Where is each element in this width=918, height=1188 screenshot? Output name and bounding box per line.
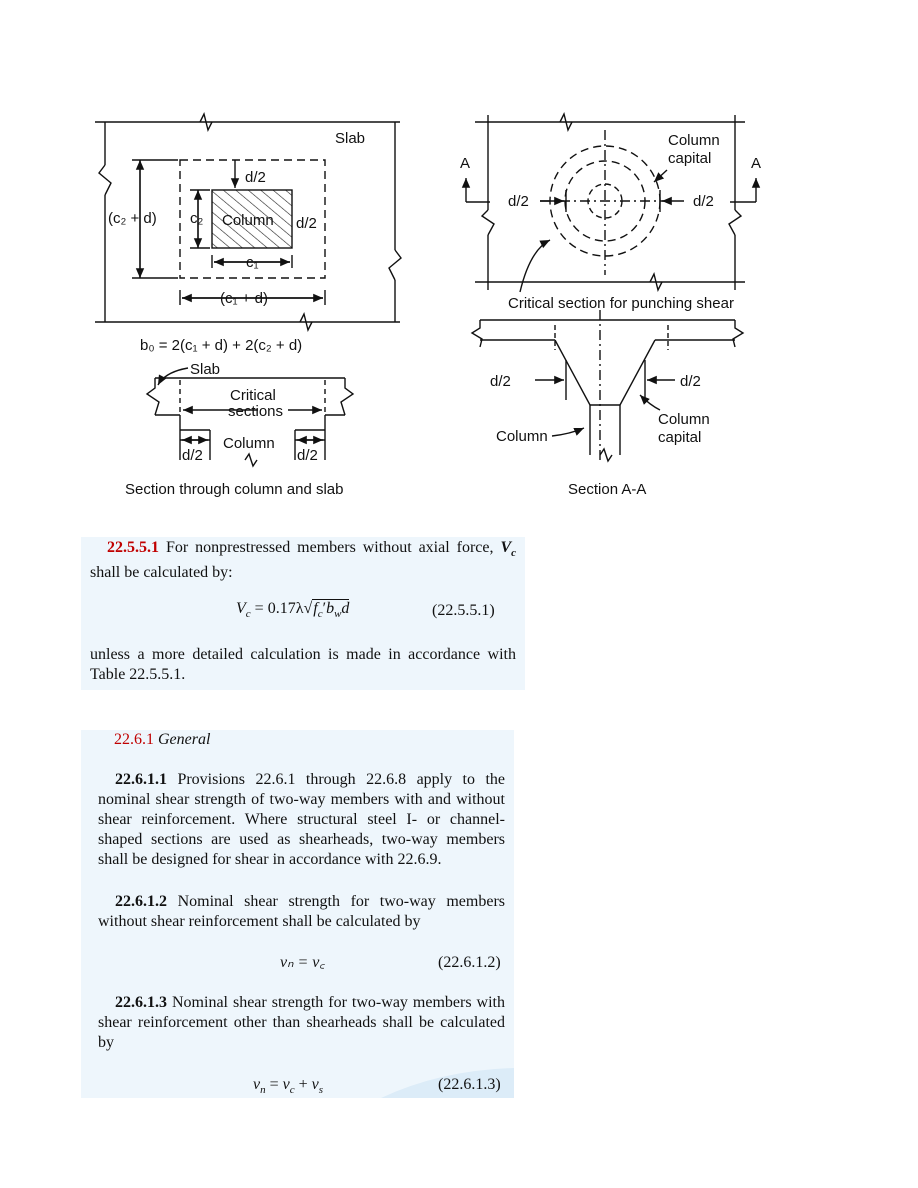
b0-formula: b₀ = 2(c₁ + d) + 2(c₂ + d) xyxy=(140,337,303,354)
clause-22-5-5-1-box xyxy=(81,537,525,690)
clause-22-5-5-1-intro xyxy=(90,538,516,583)
section-slab-label: Slab xyxy=(190,361,221,378)
clause-number: 22.6.1.2 xyxy=(115,893,167,910)
clause-number: 22.5.5.1 xyxy=(107,539,159,556)
section-a-d2-left: d/2 xyxy=(490,373,511,390)
c1-label: c₁ xyxy=(246,254,259,271)
clause-intro-text: For nonprestressed members without axial force, xyxy=(159,539,494,556)
section-mark-a-left: A xyxy=(460,155,471,172)
section-22-6-1-box xyxy=(81,730,514,1098)
section-heading xyxy=(114,730,210,750)
section-mark-a-right: A xyxy=(751,155,762,172)
d2-right-label: d/2 xyxy=(296,215,317,232)
d2-top-label: d/2 xyxy=(245,169,266,186)
plan-d2-right: d/2 xyxy=(693,193,714,210)
c2-label: c₂ xyxy=(190,210,204,227)
column-label: Column xyxy=(222,212,274,229)
right-caption: Section A-A xyxy=(568,481,647,498)
section-a-capital-label-2: capital xyxy=(658,429,702,446)
critical-label-2: sections xyxy=(228,403,284,420)
section-number: 22.6.1 xyxy=(114,731,154,748)
clause-22-6-1-3 xyxy=(98,993,505,1053)
critical-label-1: Critical xyxy=(230,387,276,404)
section-d2-left: d/2 xyxy=(182,447,203,464)
left-caption: Section through column and slab xyxy=(125,481,344,498)
clause-number: 22.6.1.3 xyxy=(115,994,167,1011)
equation-22-6-1-3: $v_n = v_c + v_s$ xyxy=(253,1076,324,1097)
clause-22-5-5-1-after: unless a more detailed calculation is made in accordance with Table 22.5.5.1. xyxy=(90,646,516,683)
section-a-column-label: Column xyxy=(496,428,548,445)
equation-22-6-1-2: vₙ = v꜀ xyxy=(280,954,325,971)
section-a-capital-label-1: Column xyxy=(658,411,710,428)
column-capital-label-2: capital xyxy=(668,150,712,167)
c2-plus-d-label: (c₂ + d) xyxy=(108,210,157,227)
equation-number-1: (22.5.5.1) xyxy=(432,602,495,619)
equation-22-5-5-1: $V_c = 0.17\lambda√f_c'b_wd$ xyxy=(236,600,350,621)
punching-shear-figure xyxy=(90,110,790,510)
clause-text: Nominal shear strength for two-way members without shear reinforcement shall be calculated by xyxy=(98,893,505,930)
plan-d2-left: d/2 xyxy=(508,193,529,210)
clause-22-6-1-2 xyxy=(98,892,505,932)
section-title: General xyxy=(158,731,211,748)
equation-number-2: (22.6.1.2) xyxy=(438,954,501,971)
critical-section-caption: Critical section for punching shear xyxy=(508,295,734,312)
vc-symbol: $V_c$ xyxy=(500,539,516,560)
section-a-d2-right: d/2 xyxy=(680,373,701,390)
clause-text: Provisions 22.6.1 through 22.6.8 apply to the nominal shear strength of two-way members with and without shear reinforcement. Where structural steel I- or channel-shaped sections are used as shearheads, two-way members shall be designed for shear in accordance with 22.6.9. xyxy=(98,771,505,868)
clause-intro-text-2: shall be calculated by: xyxy=(90,564,233,582)
equation-number-3: (22.6.1.3) xyxy=(438,1076,501,1093)
c1-plus-d-label: (c₁ + d) xyxy=(220,290,268,307)
slab-label: Slab xyxy=(335,130,366,147)
figure-drawing xyxy=(90,110,790,510)
column-capital-label-1: Column xyxy=(668,132,720,149)
section-column-label: Column xyxy=(223,435,275,452)
section-d2-right: d/2 xyxy=(297,447,318,464)
clause-number: 22.6.1.1 xyxy=(115,771,167,788)
clause-22-6-1-1 xyxy=(98,770,505,870)
clause-text: Nominal shear strength for two-way members with shear reinforcement other than shearheads shall be calculated by xyxy=(98,994,505,1051)
